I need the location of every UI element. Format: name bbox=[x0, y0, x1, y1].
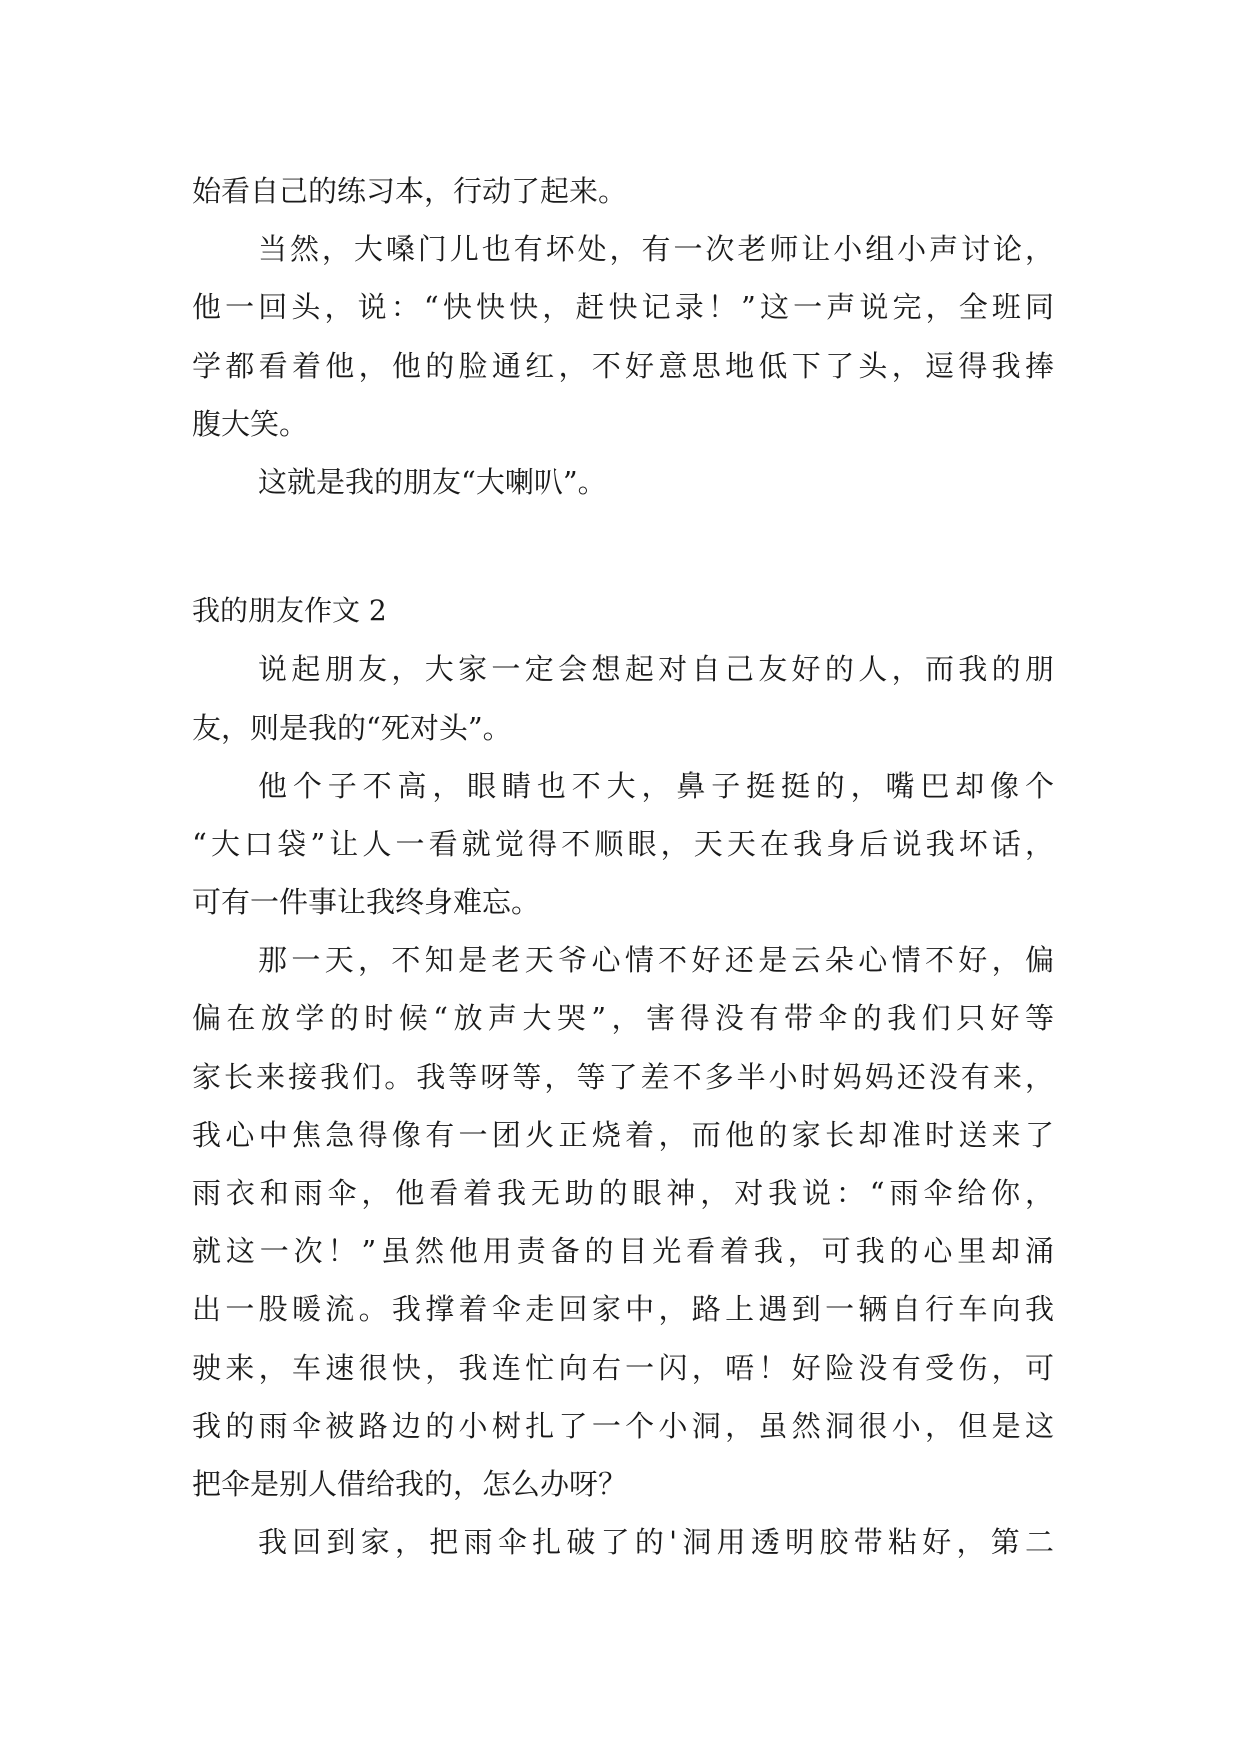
paragraph-line: 腹大笑。 bbox=[192, 406, 309, 441]
document-page bbox=[192, 162, 1054, 1571]
paragraph-line: 学都看着他，他的脸通红，不好意思地低下了头，逗得我捧 bbox=[192, 348, 1054, 383]
paragraph-line: 这就是我的朋友“大喇叭”。 bbox=[258, 464, 607, 499]
essay-heading: 我的朋友作文 2 bbox=[192, 594, 387, 628]
paragraph-line: 家长来接我们。我等呀等，等了差不多半小时妈妈还没有来， bbox=[192, 1059, 1054, 1094]
paragraph-line: 出一股暖流。我撑着伞走回家中，路上遇到一辆自行车向我 bbox=[192, 1292, 1054, 1327]
paragraph-line: 他一回头，说：“快快快，赶快记录！”这一声说完，全班同 bbox=[192, 290, 1054, 325]
paragraph-line: 就这一次！”虽然他用责备的目光看着我，可我的心里却涌 bbox=[192, 1234, 1054, 1269]
paragraph-line: 可有一件事让我终身难忘。 bbox=[192, 885, 541, 920]
paragraph-line: 说起朋友，大家一定会想起对自己友好的人，而我的朋 bbox=[258, 652, 1054, 687]
paragraph-line: 友，则是我的“死对头”。 bbox=[192, 710, 512, 745]
paragraph-line: 当然，大嗓门儿也有坏处，有一次老师让小组小声讨论， bbox=[258, 232, 1054, 267]
paragraph-line: 那一天，不知是老天爷心情不好还是云朵心情不好，偏 bbox=[258, 943, 1054, 978]
paragraph-line: 雨衣和雨伞，他看着我无助的眼神，对我说：“雨伞给你， bbox=[192, 1176, 1054, 1210]
paragraph-line: “大口袋”让人一看就觉得不顺眼，天天在我身后说我坏话， bbox=[192, 826, 1054, 861]
paragraph-line: 偏在放学的时候“放声大哭”，害得没有带伞的我们只好等 bbox=[192, 1001, 1054, 1036]
paragraph-line: 我心中焦急得像有一团火正烧着，而他的家长却准时送来了 bbox=[192, 1117, 1054, 1152]
paragraph-line: 我回到家，把雨伞扎破了的'洞用透明胶带粘好，第二 bbox=[258, 1525, 1054, 1560]
paragraph-line: 把伞是别人借给我的，怎么办呀？ bbox=[192, 1466, 628, 1501]
paragraph-line: 驶来，车速很快，我连忙向右一闪，唔！好险没有受伤，可 bbox=[192, 1350, 1054, 1385]
paragraph-line: 我的雨伞被路边的小树扎了一个小洞，虽然洞很小，但是这 bbox=[192, 1408, 1054, 1443]
paragraph-line: 始看自己的练习本，行动了起来。 bbox=[192, 174, 628, 208]
paragraph-line: 他个子不高，眼睛也不大，鼻子挺挺的，嘴巴却像个 bbox=[258, 768, 1054, 803]
section-spacer bbox=[192, 511, 1054, 582]
